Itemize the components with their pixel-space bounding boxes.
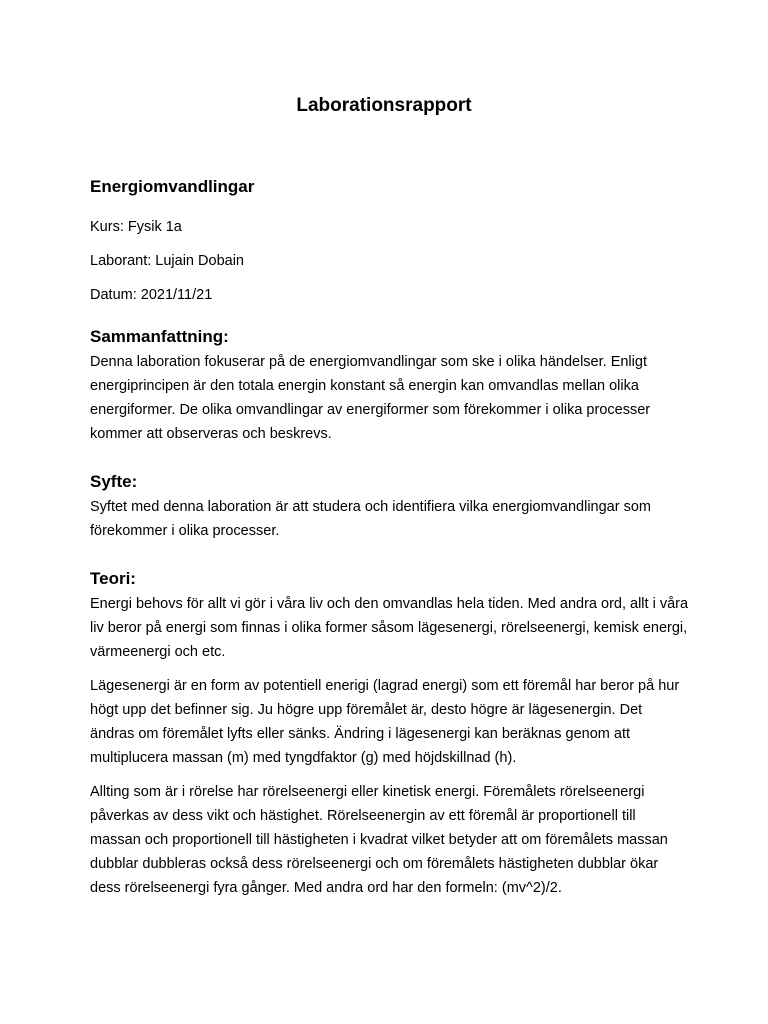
section-heading: Teori: [90,569,136,588]
section-heading: Syfte: [90,472,138,491]
document-content [90,177,690,900]
section-paragraph: Syftet med denna laboration är att studera och identifiera vilka energiomvandlingar som förekommer i olika processer. [90,499,651,539]
section-paragraph: Denna laboration fokuserar på de energiomvandlingar som ske i olika händelser. Enligt energiprincipen är den totala energin konstant så energin kan omvandlas mellan olika energiformer. De olika omvandlingar av energiformer som förekommer i olika processer kommer att observeras och beskrevs. [90,354,651,442]
section-paragraph: Energi behovs för allt vi gör i våra liv och den omvandlas hela tiden. Med andra ord, allt i våra liv beror på energi som finnas i olika former såsom lägesenergi, rörelseenergi, kemisk energi, värmeenergi och etc. [90,596,689,660]
section-sammanfattning [90,327,690,446]
section-heading: Sammanfattning: [90,327,229,346]
section-syfte [90,472,690,543]
document-title: Laborationsrapport [296,95,472,116]
date-line: Datum: 2021/11/21 [90,287,213,303]
section-teori [90,569,690,900]
author-line: Laborant: Lujain Dobain [90,253,244,269]
section-paragraph: Allting som är i rörelse har rörelseenergi eller kinetisk energi. Föremålets rörelseenergi påverkas av dess vikt och hästighet. Rörelseenergin av ett föremål är proportionell till massan och proportionell till hästigheten i kvadrat vilket betyder att om föremålets massan dubblar dubbleras också dess rörelseenergi och om föremålets hästigheten dubblar ökar dess rörelseenergi fyra gånger. Med andra ord har den formeln: (mv^2)/2. [90,784,668,896]
course-line: Kurs: Fysik 1a [90,219,182,235]
report-heading: Energiomvandlingar [90,177,255,196]
section-paragraph: Lägesenergi är en form av potentiell enerigi (lagrad energi) som ett föremål har beror på hur högt upp det befinner sig. Ju högre upp föremålet är, desto högre är lägesenergin. Det ändras om föremålet lyfts eller sänks. Ändring i lägesenergi kan beräknas genom att multiplucera massan (m) med tyngdfaktor (g) med höjdskillnad (h). [90,678,680,766]
